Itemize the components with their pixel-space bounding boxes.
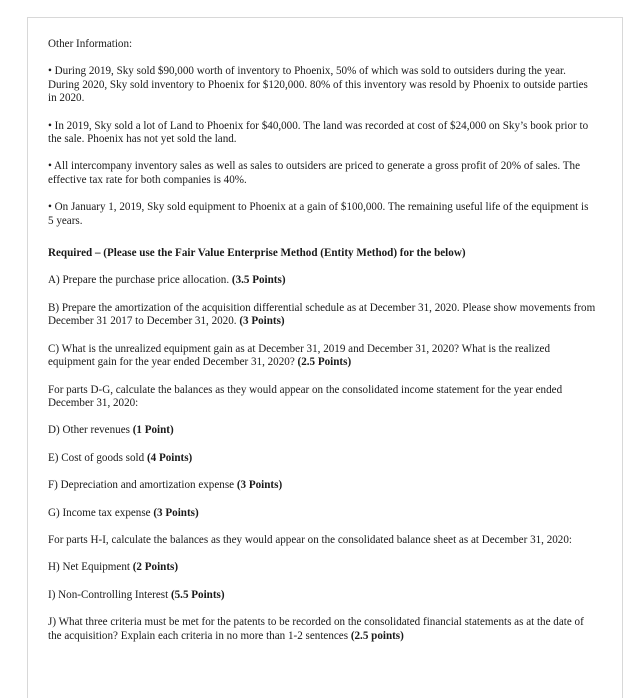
- question-g-text: G) Income tax expense: [48, 506, 154, 519]
- parts-hi-intro: For parts H-I, calculate the balances as they would appear on the consolidated balance sheet as at December 31, 2020:: [48, 533, 572, 546]
- question-d-text: D) Other revenues: [48, 424, 133, 437]
- question-c: [48, 343, 596, 370]
- question-j: [48, 616, 596, 643]
- question-j-points: (2.5 points): [350, 629, 404, 642]
- document-content: [48, 38, 596, 657]
- question-g: [48, 507, 596, 520]
- question-d-points: (1 Point): [132, 424, 174, 437]
- question-b-text: B) Prepare the amortization of the acquisition differential schedule as at December 31, 2020. Please show movements from December 31 2017 to December 31, 2020.: [48, 301, 596, 328]
- question-a-text: A) Prepare the purchase price allocation.: [48, 274, 232, 287]
- required-heading: Required – (Please use the Fair Value Enterprise Method (Entity Method) for the below): [48, 247, 466, 260]
- question-i: [48, 589, 596, 602]
- question-e: [48, 452, 596, 465]
- question-f-text: F) Depreciation and amortization expense: [48, 479, 237, 492]
- question-i-points: (5.5 Points): [170, 588, 225, 601]
- parts-dg-intro: For parts D-G, calculate the balances as they would appear on the consolidated income statement for the year ended December 31, 2020:: [48, 383, 563, 409]
- bullet-land-sale: • In 2019, Sky sold a lot of Land to Phoenix for $40,000. The land was recorded at cost of $24,000 on Sky’s book prior to the sale. Phoenix has not yet sold the land.: [48, 119, 589, 146]
- question-b-points: (3 Points): [239, 315, 285, 328]
- question-e-points: (4 Points): [146, 451, 193, 464]
- bullet-gross-profit-tax: • All intercompany inventory sales as well as sales to outsiders are priced to generate a gross profit of 20% of sales. The effective tax rate for both companies is 40%.: [48, 160, 581, 186]
- question-h: [48, 561, 596, 574]
- question-f: [48, 479, 596, 492]
- question-a: [48, 274, 596, 287]
- question-c-points: (2.5 Points): [297, 356, 352, 369]
- question-c-text: C) What is the unrealized equipment gain as at December 31, 2019 and December 31, 2020? What is the realized equipment gain for the year ended December 31, 2020?: [48, 342, 551, 369]
- question-a-points: (3.5 Points): [231, 274, 286, 287]
- question-b: [48, 302, 596, 329]
- question-j-text: J) What three criteria must be met for the patents to be recorded on the consolidated financial statements as at the date of the acquisition? Explain each criteria in no more than 1-2 sentences: [48, 616, 584, 642]
- bullet-inventory-sales: • During 2019, Sky sold $90,000 worth of inventory to Phoenix, 50% of which was sold to outsiders during the year. During 2020, Sky sold inventory to Phoenix for $120,000. 80% of this inventory was resold by Phoenix to outside parties in 2020.: [48, 65, 588, 105]
- question-e-text: E) Cost of goods sold: [48, 451, 147, 464]
- question-g-points: (3 Points): [153, 506, 199, 519]
- other-information-heading: Other Information:: [48, 38, 133, 50]
- question-d: [48, 424, 596, 437]
- document-page: [27, 17, 623, 698]
- question-f-points: (3 Points): [236, 479, 283, 492]
- question-i-text: I) Non-Controlling Interest: [48, 588, 171, 601]
- bullet-equipment-sale: • On January 1, 2019, Sky sold equipment to Phoenix at a gain of $100,000. The remaining useful life of the equipment is 5 years.: [48, 201, 589, 227]
- question-h-text: H) Net Equipment: [48, 561, 133, 574]
- question-h-points: (2 Points): [132, 561, 179, 574]
